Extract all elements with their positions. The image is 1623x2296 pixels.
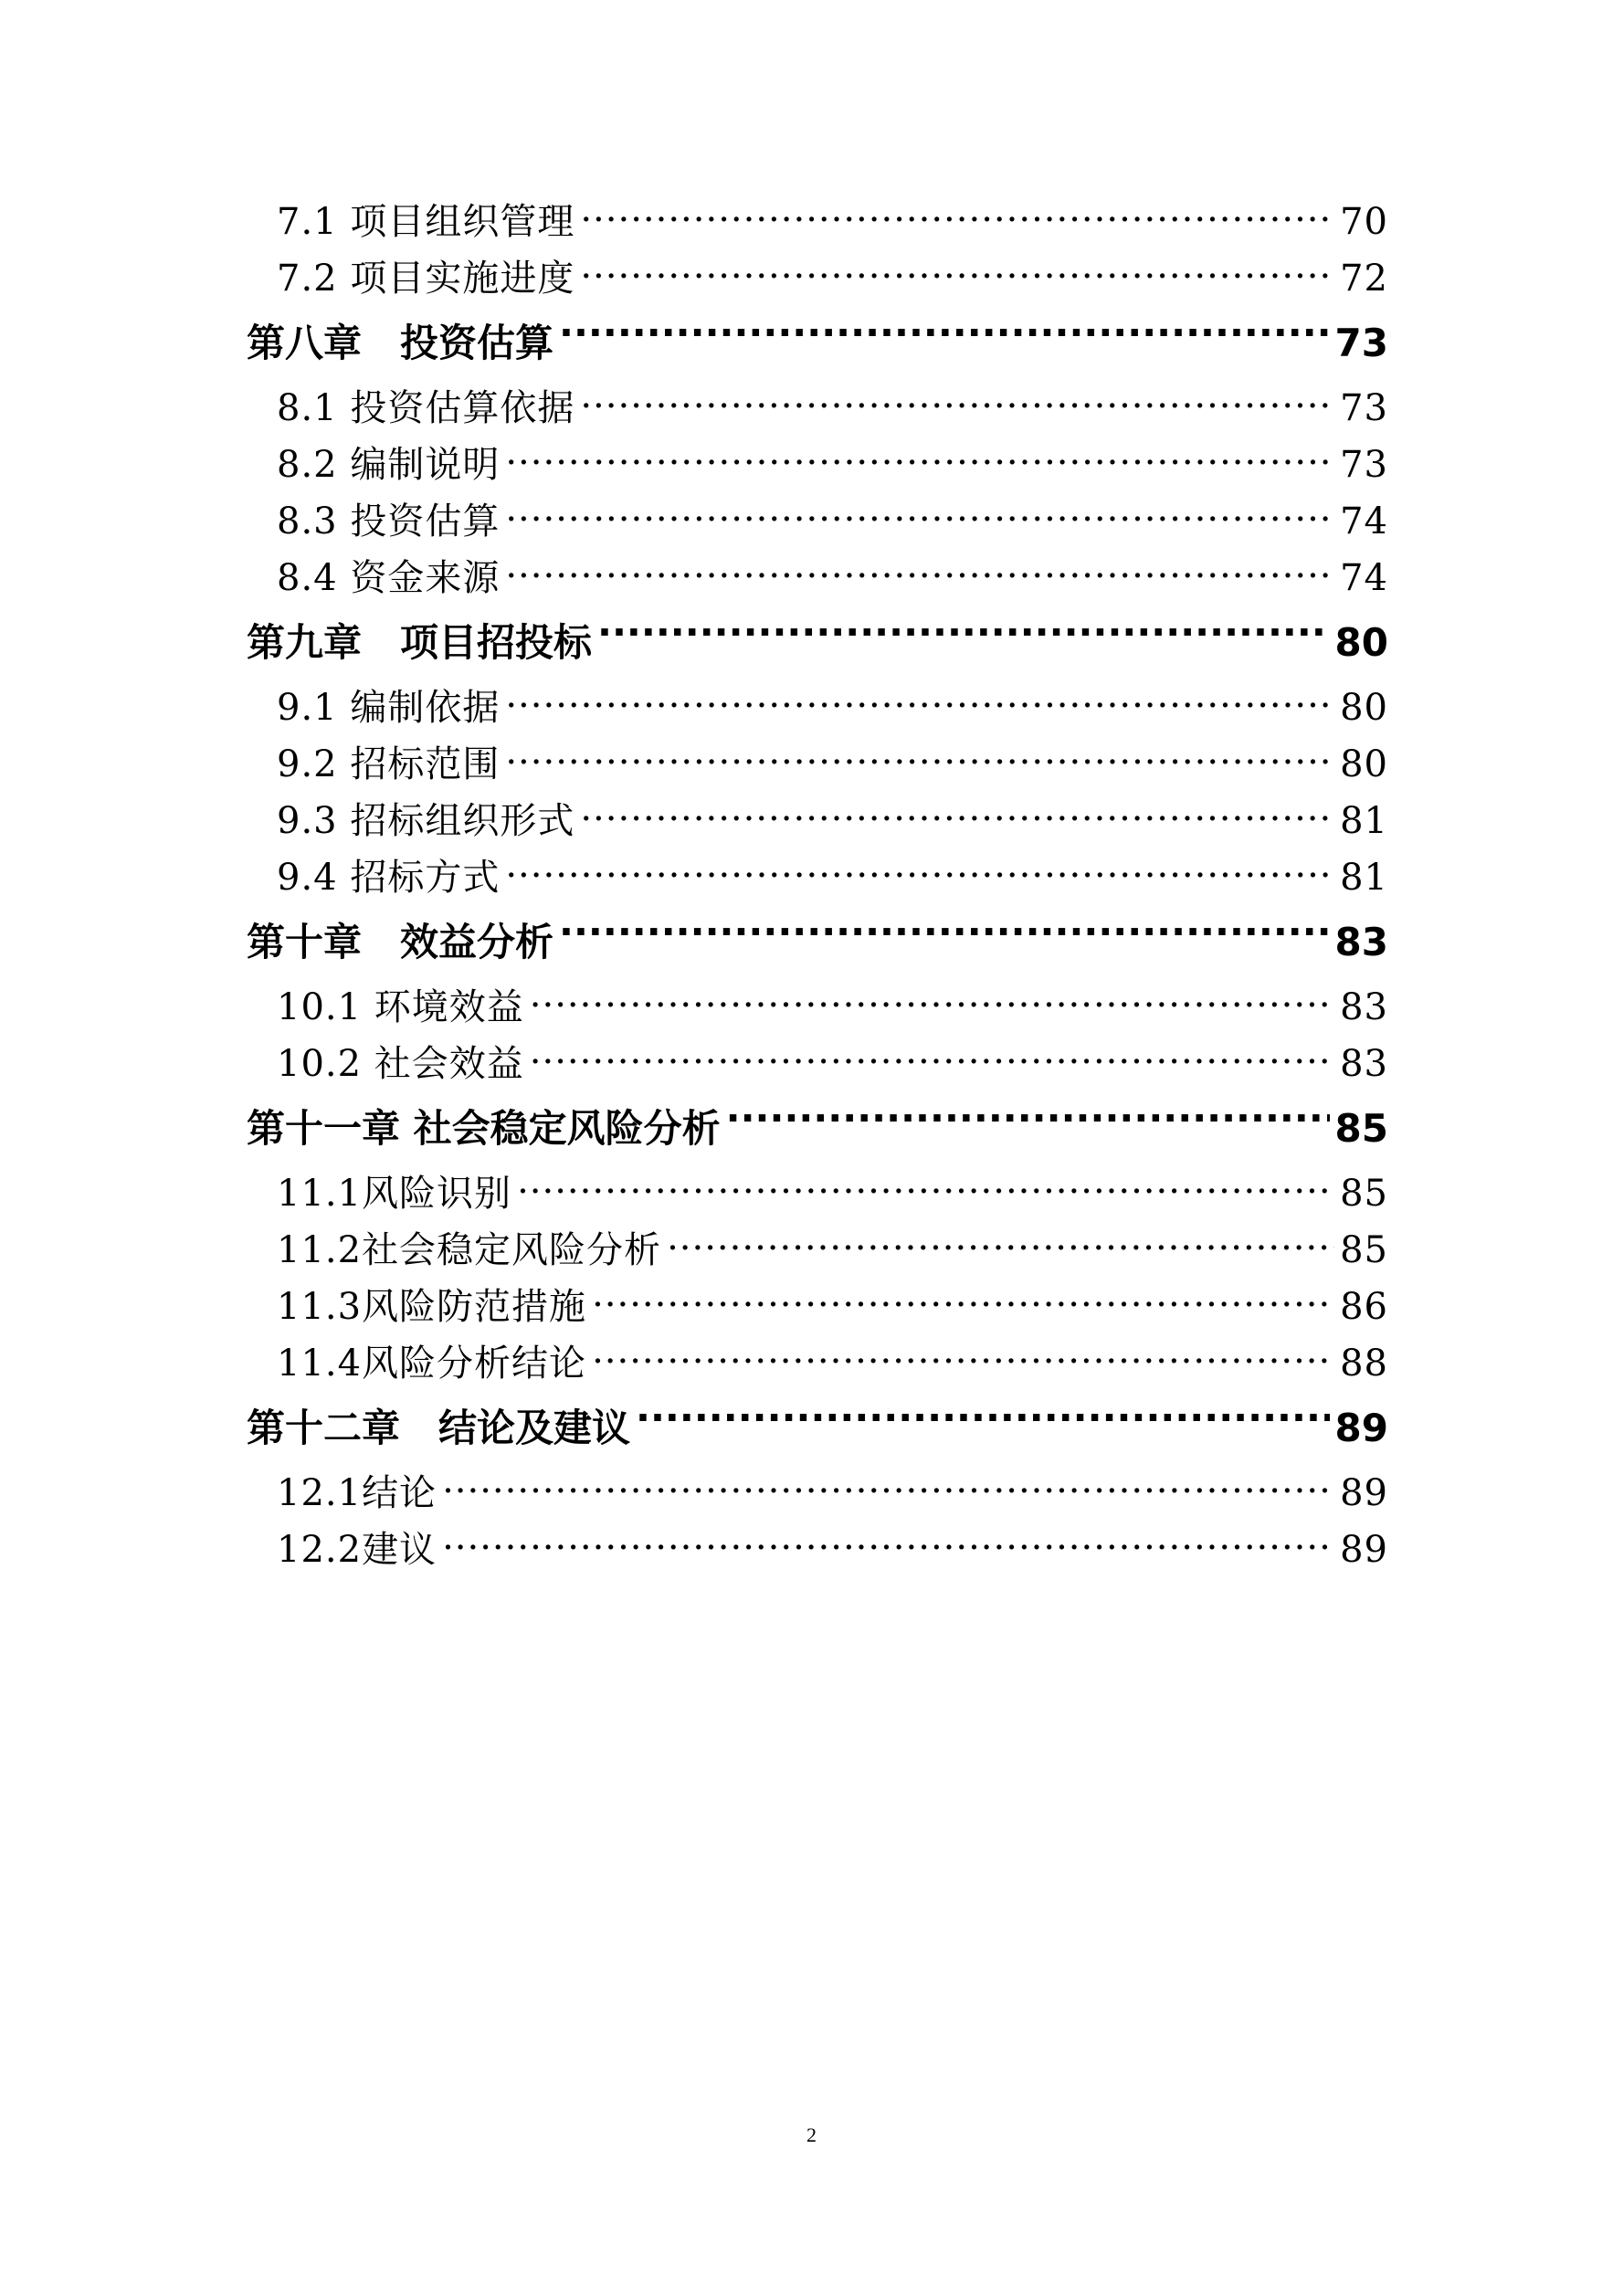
toc-page-number: 88 — [1340, 1343, 1388, 1385]
toc-chapter-8[interactable] — [247, 307, 1388, 380]
dot-leader — [505, 683, 1334, 720]
dot-leader — [580, 254, 1334, 290]
dot-leader — [530, 1039, 1334, 1076]
toc-entry-label: 8.3 投资估算 — [277, 500, 501, 542]
toc-entry-9-1[interactable] — [247, 679, 1388, 736]
toc-page-number: 81 — [1340, 857, 1388, 899]
dot-leader — [517, 1169, 1334, 1206]
toc-page-number: 74 — [1340, 500, 1388, 542]
dot-leader — [667, 1226, 1334, 1262]
toc-entry-label: 12.1结论 — [277, 1472, 437, 1514]
toc-entry-11-4[interactable] — [247, 1335, 1388, 1392]
toc-entry-label: 8.1 投资估算依据 — [277, 387, 575, 429]
toc-entry-8-1[interactable] — [247, 380, 1388, 437]
dot-leader — [597, 617, 1330, 656]
dot-leader — [505, 497, 1334, 533]
toc-page-number: 83 — [1334, 920, 1388, 964]
toc-entry-11-2[interactable] — [247, 1222, 1388, 1279]
dot-leader — [726, 1103, 1330, 1142]
toc-chapter-9[interactable] — [247, 606, 1388, 679]
toc-entry-label: 9.1 编制依据 — [277, 687, 501, 729]
toc-entry-label: 8.2 编制说明 — [277, 444, 501, 486]
dot-leader — [592, 1339, 1334, 1375]
toc-entry-8-2[interactable] — [247, 437, 1388, 493]
toc-page-number: 89 — [1334, 1406, 1388, 1450]
toc-entry-7-2[interactable] — [247, 250, 1388, 307]
toc-chapter-label: 第十二章 结论及建议 — [247, 1406, 631, 1450]
toc-page-number: 80 — [1340, 743, 1388, 785]
toc-entry-label: 11.4风险分析结论 — [277, 1343, 587, 1385]
dot-leader — [580, 384, 1334, 420]
toc-entry-7-1[interactable] — [247, 194, 1388, 250]
toc-entry-9-4[interactable] — [247, 849, 1388, 906]
page-footer — [0, 2123, 1623, 2147]
dot-leader — [592, 1282, 1334, 1319]
toc-chapter-label: 第十一章 社会稳定风险分析 — [247, 1106, 721, 1151]
toc-entry-label: 9.2 招标范围 — [277, 743, 501, 785]
toc-page-number: 74 — [1340, 557, 1388, 599]
toc-entry-label: 11.3风险防范措施 — [277, 1286, 587, 1328]
toc-entry-9-3[interactable] — [247, 793, 1388, 849]
dot-leader — [505, 740, 1334, 776]
page-number: 2 — [806, 2123, 817, 2146]
toc-page-number: 85 — [1334, 1106, 1388, 1151]
dot-leader — [442, 1525, 1334, 1562]
toc-chapter-12[interactable] — [247, 1392, 1388, 1465]
toc-entry-label: 7.2 项目实施进度 — [277, 258, 575, 300]
toc-entry-label: 8.4 资金来源 — [277, 557, 501, 599]
toc-page-number: 72 — [1340, 258, 1388, 300]
toc-page-number: 70 — [1340, 201, 1388, 243]
toc-page-number: 89 — [1340, 1529, 1388, 1571]
dot-leader — [505, 440, 1334, 477]
toc-page-number: 73 — [1340, 444, 1388, 486]
toc-chapter-label: 第九章 项目招投标 — [247, 620, 593, 665]
table-of-contents — [247, 194, 1388, 1578]
dot-leader — [580, 197, 1334, 234]
toc-entry-12-2[interactable] — [247, 1522, 1388, 1578]
toc-chapter-10[interactable] — [247, 906, 1388, 979]
toc-page-number: 85 — [1340, 1229, 1388, 1271]
dot-leader — [559, 917, 1330, 955]
toc-page-number: 80 — [1334, 620, 1388, 665]
toc-page-number: 73 — [1334, 321, 1388, 365]
dot-leader — [530, 983, 1334, 1019]
toc-chapter-label: 第十章 效益分析 — [247, 920, 554, 964]
dot-leader — [559, 318, 1330, 356]
toc-entry-11-3[interactable] — [247, 1279, 1388, 1335]
dot-leader — [636, 1403, 1330, 1441]
toc-page-number: 83 — [1340, 1043, 1388, 1085]
toc-chapter-11[interactable] — [247, 1092, 1388, 1165]
toc-entry-label: 12.2建议 — [277, 1529, 437, 1571]
toc-entry-8-3[interactable] — [247, 493, 1388, 550]
toc-entry-label: 9.3 招标组织形式 — [277, 800, 575, 842]
toc-entry-8-4[interactable] — [247, 550, 1388, 606]
toc-entry-10-1[interactable] — [247, 979, 1388, 1036]
toc-entry-12-1[interactable] — [247, 1465, 1388, 1522]
toc-page-number: 73 — [1340, 387, 1388, 429]
toc-page-number: 83 — [1340, 986, 1388, 1028]
toc-entry-label: 7.1 项目组织管理 — [277, 201, 575, 243]
toc-entry-label: 10.1 环境效益 — [277, 986, 524, 1028]
toc-chapter-label: 第八章 投资估算 — [247, 321, 554, 365]
toc-entry-label: 11.2社会稳定风险分析 — [277, 1229, 662, 1271]
toc-entry-label: 9.4 招标方式 — [277, 857, 501, 899]
toc-entry-11-1[interactable] — [247, 1165, 1388, 1222]
toc-entry-label: 10.2 社会效益 — [277, 1043, 524, 1085]
dot-leader — [580, 796, 1334, 833]
dot-leader — [505, 853, 1334, 890]
toc-entry-label: 11.1风险识别 — [277, 1173, 512, 1215]
toc-entry-10-2[interactable] — [247, 1036, 1388, 1092]
toc-page-number: 85 — [1340, 1173, 1388, 1215]
dot-leader — [505, 553, 1334, 590]
toc-page-number: 80 — [1340, 687, 1388, 729]
toc-page-number: 81 — [1340, 800, 1388, 842]
toc-page-number: 86 — [1340, 1286, 1388, 1328]
toc-entry-9-2[interactable] — [247, 736, 1388, 793]
toc-page-number: 89 — [1340, 1472, 1388, 1514]
dot-leader — [442, 1469, 1334, 1505]
